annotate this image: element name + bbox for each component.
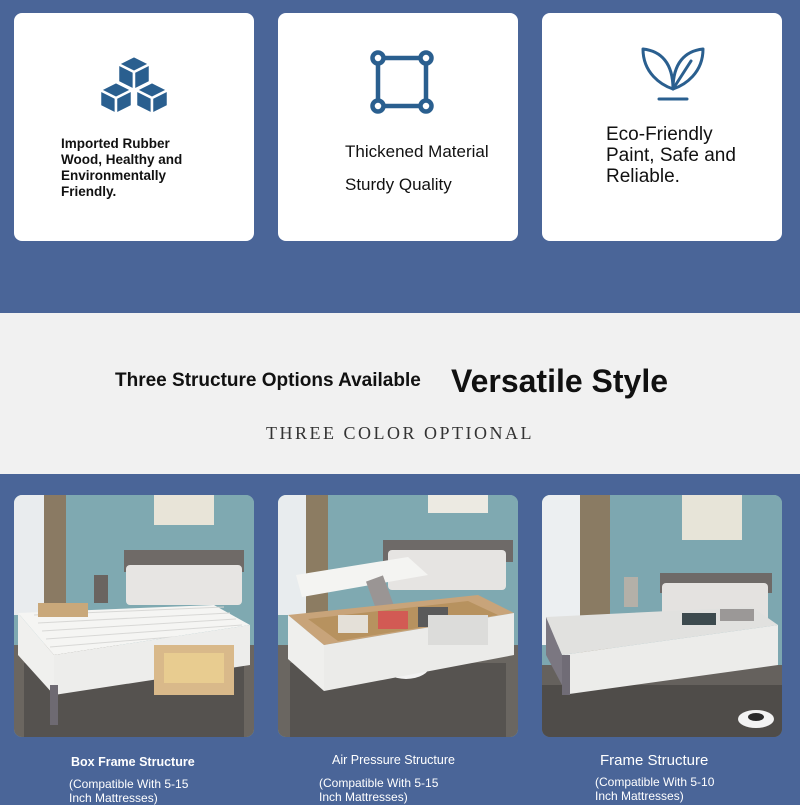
leaves-icon [639,43,707,108]
feature-text-line2: Sturdy Quality [345,175,452,194]
box-frame-bed-image [14,495,254,737]
structure-options-header [0,313,800,474]
feature-card-wood [14,13,254,241]
section-headline: Versatile Style [451,363,669,399]
structure-compat: (Compatible With 5-15 [319,776,439,790]
feature-card-material [278,13,518,241]
feature-text-line1: Thickened Material [345,142,489,161]
structure-name: Air Pressure Structure [332,753,455,767]
structure-name: Frame Structure [600,752,709,769]
structure-compat: (Compatible With 5-10 [595,775,715,789]
structure-name: Box Frame Structure [71,755,195,769]
section-tagline: THREE COLOR OPTIONAL [266,423,534,443]
structure-caption-box-frame [69,755,195,805]
structure-compat-cont: Inch Mattresses) [69,791,158,805]
structure-compat-cont: Inch Mattresses) [319,790,408,804]
feature-card-paint [542,13,782,241]
structure-caption-air-pressure [319,753,455,804]
structure-compat: (Compatible With 5-15 [69,777,189,791]
section-subtitle: Three Structure Options Available [115,370,421,391]
structure-caption-frame [595,752,714,803]
air-pressure-bed-image [278,495,518,737]
frame-structure-bed-image [542,495,782,737]
cubes-icon [96,53,172,122]
structure-compat-cont: Inch Mattresses) [595,789,684,803]
square-nodes-icon [370,50,434,119]
feature-text: Imported Rubber Wood, Healthy and Environmentally Friendly. [61,136,183,199]
feature-text: Eco-Friendly Paint, Safe and Reliable. [606,124,736,187]
